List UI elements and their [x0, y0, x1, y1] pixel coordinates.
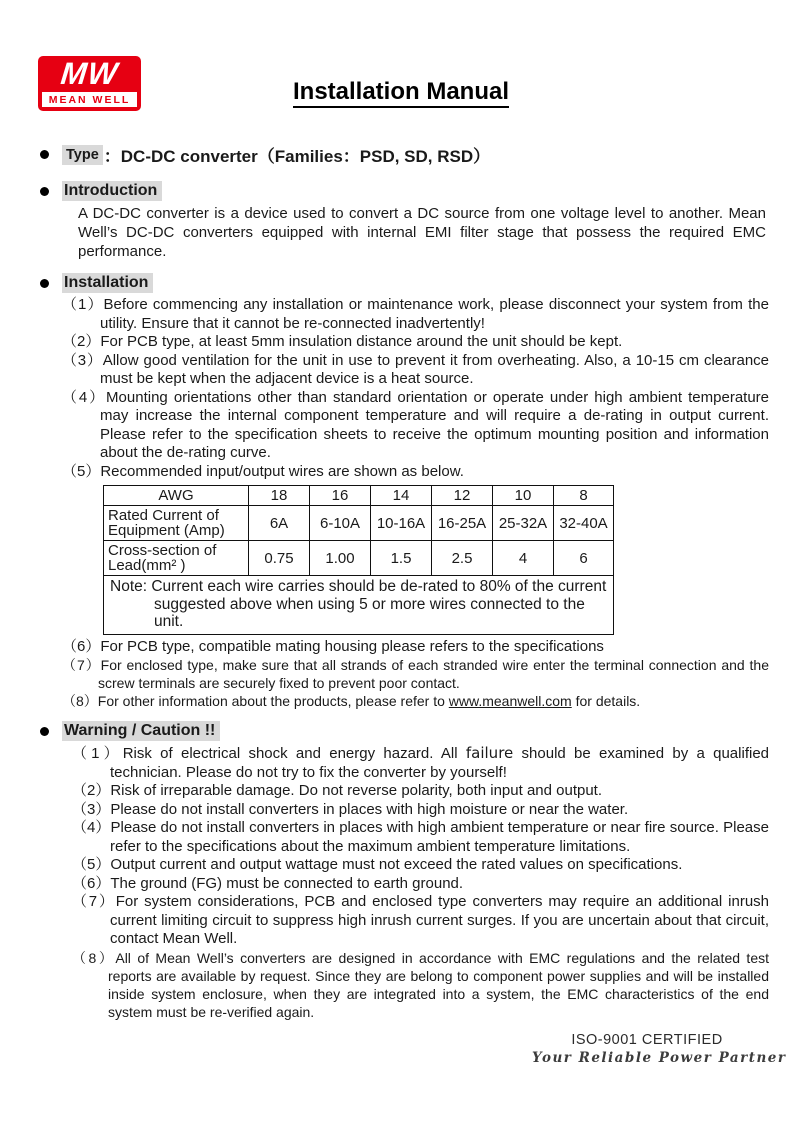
wire-table: [103, 485, 614, 635]
warning-item-8: [72, 949, 769, 1021]
table-cell: 0.75: [249, 541, 310, 576]
installation-item-6: [62, 638, 769, 657]
logo-brand-name: MEAN WELL: [48, 93, 131, 106]
table-header-cell-awg: AWG: [104, 486, 249, 506]
item-number: （5）: [72, 856, 111, 873]
item-number: （8）: [62, 693, 98, 709]
wire-table-note-row: [104, 576, 614, 635]
table-cell: 6A: [249, 506, 310, 541]
label-line: Rated Current of: [108, 507, 219, 524]
table-cell: 32-40A: [554, 506, 614, 541]
table-row-label: [104, 541, 249, 576]
item-text: For system considerations, PCB and enclosed type converters may require an additional inrush current limiting circuit to suppress high inrush current surges. If you are uncertain about that circuit, contact Mean Well.: [110, 893, 769, 947]
item-number: （1）: [72, 745, 123, 762]
table-note: [104, 576, 614, 635]
warning-item-5: [72, 856, 769, 875]
installation-item-1: [62, 296, 769, 333]
table-cell: 1.00: [310, 541, 371, 576]
installation-items: [62, 296, 769, 481]
item-number: （6）: [62, 637, 101, 655]
installation-item-4: [62, 389, 769, 463]
table-cell: 10-16A: [371, 506, 432, 541]
item-number: （4）: [62, 388, 107, 406]
installation-item-8: [62, 692, 769, 710]
wire-table-row-rated-current: [104, 506, 614, 541]
item-number: （1）: [62, 296, 104, 313]
item-number: （7）: [72, 893, 116, 910]
item-number: （3）: [62, 351, 103, 369]
warning-item-6: [72, 875, 769, 894]
page-title-text: Installation Manual: [293, 78, 509, 108]
section-heading-warning: Warning / Caution !!: [62, 721, 220, 741]
iso-certification-text: ISO-9001 CERTIFIED: [571, 1032, 723, 1048]
table-note-line-2: suggested above when using 5 or more wires connected to the unit.: [154, 595, 585, 630]
item-text: Allow good ventilation for the unit in use to prevent it from overheating. Also, a 10-15 cm clearance must be kept when the adjacent device is a heat source.: [100, 351, 769, 387]
brand-tagline: Your Reliable Power Partner: [532, 1050, 787, 1066]
item-text: Before commencing any installation or maintenance work, please disconnect your system from the utility. Ensure that it cannot be re-connected inadvertently!: [100, 296, 769, 332]
installation-item-3: [62, 352, 769, 389]
item-number: （5）: [62, 462, 101, 480]
installation-item-5: [62, 463, 769, 482]
table-cell: 25-32A: [493, 506, 554, 541]
item-text: For PCB type, compatible mating housing please refers to the specifications: [100, 637, 604, 655]
table-cell: 16-25A: [432, 506, 493, 541]
warning-item-3: [72, 801, 769, 820]
item-text: All of Mean Well’s converters are designed in accordance with EMC regulations and the related test reports are available by request. Since they are belong to component power supplies and will be installed inside system enclosure, when they are integrated into a system, the EMC characteristics of the end system must be re-verified again.: [108, 949, 769, 1020]
footer: [532, 1032, 787, 1066]
table-header-cell: 10: [493, 486, 554, 506]
item-text: Please do not install converters in places with high ambient temperature or near fire source. Please refer to the specifications about the maximum ambient temperature limitations.: [110, 819, 769, 855]
wire-table-header-row: [104, 486, 614, 506]
table-header-cell: 14: [371, 486, 432, 506]
item-text: For enclosed type, make sure that all strands of each stranded wire enter the terminal connection and the screw terminals are securely fixed to prevent poor contact.: [98, 657, 769, 691]
item-text: Mounting orientations other than standard orientation or operate under high ambient temperature may increase the internal component temperature and will require a de-rating in output current. Please refer to the specification sheets to receive the optimum mounting position and information about the de-rating curve.: [100, 388, 770, 461]
item-text: Please do not install converters in places with high moisture or near the water.: [110, 800, 629, 818]
warning-items: [72, 744, 769, 1021]
warning-item-7: [72, 893, 769, 949]
page-title: [0, 78, 802, 106]
table-note-line-1: Note: Current each wire carries should be de-rated to 80% of the current: [110, 578, 607, 595]
document-header: [0, 0, 802, 118]
wire-table-row-cross-section: [104, 541, 614, 576]
bullet-icon: [40, 727, 49, 736]
warning-item-4: [72, 819, 769, 856]
warning-item-1: [72, 744, 769, 782]
installation-item-7: [62, 656, 769, 692]
type-value: ：DC-DC converter（Families：PSD, SD, RSD）: [103, 147, 491, 166]
section-installation-heading-row: [40, 273, 802, 293]
table-header-cell: 8: [554, 486, 614, 506]
table-header-cell: 18: [249, 486, 310, 506]
table-header-cell: 16: [310, 486, 371, 506]
label-line: Cross-section of: [108, 542, 217, 559]
logo-monogram: MW: [59, 56, 120, 91]
installation-item-2: [62, 333, 769, 352]
section-heading-introduction: Introduction: [62, 181, 162, 201]
item-text: Output current and output wattage must not exceed the rated values on specifications.: [110, 856, 683, 873]
bullet-icon: [40, 150, 49, 159]
item-text: for details.: [571, 693, 641, 709]
item-text: For other information about the products, please refer to: [97, 693, 449, 709]
meanwell-website-link[interactable]: www.meanwell.com: [448, 693, 572, 709]
table-cell: 2.5: [432, 541, 493, 576]
installation-items-after-table: [62, 638, 769, 711]
table-cell: 6: [554, 541, 614, 576]
item-number: （6）: [72, 874, 111, 892]
table-row-label: [104, 506, 249, 541]
item-number: （2）: [72, 782, 111, 799]
item-number: （3）: [72, 800, 111, 818]
item-number: （7）: [62, 657, 101, 673]
item-text: For PCB type, at least 5mm insulation distance around the unit should be kept.: [100, 333, 623, 350]
section-warning-heading-row: [40, 721, 802, 741]
item-text: Recommended input/output wires are shown as below.: [100, 462, 464, 480]
item-text: Risk of irreparable damage. Do not reverse polarity, both input and output.: [110, 782, 603, 799]
item-number: （8）: [72, 949, 116, 966]
bullet-icon: [40, 279, 49, 288]
item-text: The ground (FG) must be connected to earth ground.: [110, 874, 464, 892]
item-emphasis-word: failure: [465, 744, 514, 762]
warning-item-2: [72, 782, 769, 801]
item-number: （4）: [72, 819, 111, 836]
label-line: Equipment (Amp): [108, 522, 225, 539]
label-line: Lead(mm² ): [108, 557, 186, 574]
table-cell: 6-10A: [310, 506, 371, 541]
introduction-body: A DC-DC converter is a device used to convert a DC source from one voltage level to another. Mean Well’s DC-DC converters equipped with internal EMI filter stage that possess the required EMC performance.: [78, 205, 766, 260]
type-row: [40, 142, 768, 167]
item-text: Risk of electrical shock and energy hazard. All: [122, 745, 466, 762]
table-header-cell: 12: [432, 486, 493, 506]
table-cell: 4: [493, 541, 554, 576]
item-text: should be examined by a qualified technician. Please do not try to fix the converter by yourself!: [110, 745, 770, 781]
section-introduction-heading-row: [40, 181, 802, 201]
bullet-icon: [40, 187, 49, 196]
table-cell: 1.5: [371, 541, 432, 576]
item-number: （2）: [62, 333, 101, 350]
type-label: Type: [62, 145, 103, 165]
section-heading-installation: Installation: [62, 273, 153, 293]
